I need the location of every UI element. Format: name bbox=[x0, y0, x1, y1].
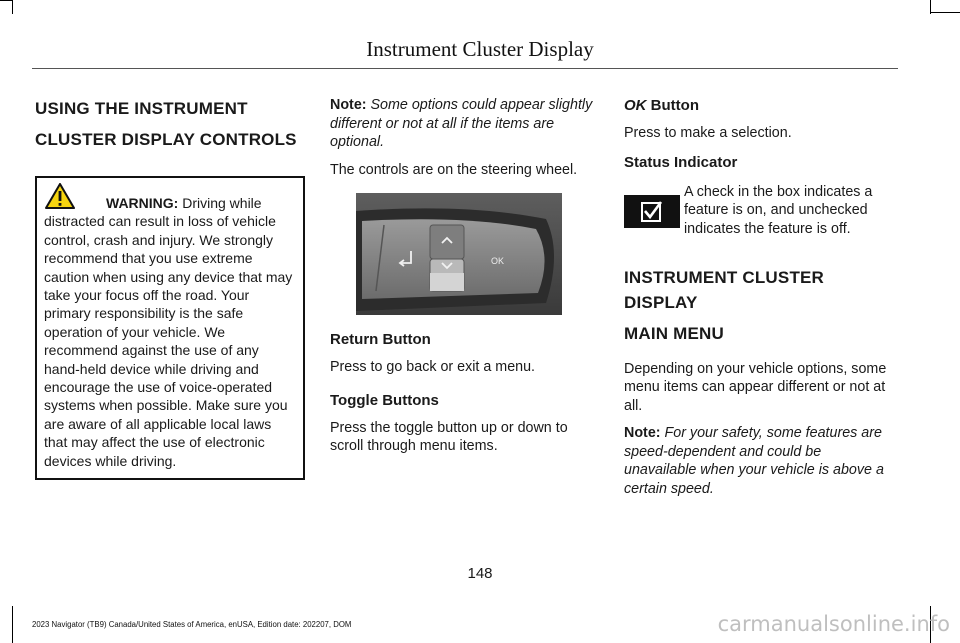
ok-label: OK bbox=[491, 256, 505, 266]
checkbox-checked-icon bbox=[624, 195, 680, 228]
warning-text bbox=[44, 194, 297, 470]
crop-mark bbox=[12, 0, 13, 14]
warning-label: WARNING: bbox=[106, 195, 179, 211]
return-text: Press to go back or exit a menu. bbox=[330, 359, 536, 375]
ok-text: Press to make a selection. bbox=[624, 125, 792, 141]
note-text: For your safety, some features are speed-dependent and could be unavailable when your vehicle is above a certain speed. bbox=[624, 425, 884, 497]
section-heading-line1: USING THE INSTRUMENT bbox=[35, 99, 248, 118]
note-paragraph bbox=[330, 96, 602, 152]
status-indicator-row bbox=[624, 183, 896, 253]
section-heading-line2: CLUSTER DISPLAY CONTROLS bbox=[35, 130, 297, 149]
crop-mark bbox=[931, 12, 960, 13]
ok-button-heading bbox=[624, 96, 896, 116]
main-menu-heading bbox=[624, 265, 896, 346]
section-heading bbox=[35, 96, 305, 152]
column-middle bbox=[330, 96, 602, 456]
note-text: Some options could appear slightly different or not at all if the items are optional. bbox=[330, 97, 593, 150]
header-divider bbox=[32, 68, 898, 69]
warning-triangle-icon bbox=[45, 183, 75, 209]
ok-heading-rest: Button bbox=[646, 97, 699, 114]
status-text: A check in the box indicates a feature is on, and unchecked indicates the feature is off. bbox=[684, 183, 873, 237]
controls-text: The controls are on the steering wheel. bbox=[330, 161, 578, 178]
warning-box bbox=[35, 176, 305, 480]
watermark: carmanualsonline.info bbox=[717, 612, 950, 636]
note-label: Note: bbox=[330, 97, 367, 113]
page-title: Instrument Cluster Display bbox=[366, 37, 594, 61]
column-right bbox=[624, 96, 896, 498]
status-heading: Status Indicator bbox=[624, 153, 738, 171]
main-menu-heading-line1: INSTRUMENT CLUSTER DISPLAY bbox=[624, 267, 825, 312]
depending-text: Depending on your vehicle options, some menu items can appear different or not at all. bbox=[624, 360, 887, 414]
steering-wheel-controls-photo bbox=[356, 193, 562, 315]
toggle-text: Press the toggle button up or down to scroll through menu items. bbox=[330, 419, 568, 454]
crop-mark bbox=[12, 606, 13, 643]
toggle-heading: Toggle Buttons bbox=[330, 391, 439, 409]
column-left bbox=[35, 96, 305, 480]
edition-info: 2023 Navigator (TB9) Canada/United States of America, enUSA, Edition date: 202207, DOM bbox=[32, 620, 352, 629]
return-heading: Return Button bbox=[330, 331, 431, 348]
note-paragraph bbox=[624, 424, 896, 498]
page-number: 148 bbox=[467, 565, 493, 582]
ok-heading-italic: OK bbox=[624, 97, 647, 114]
main-menu-heading-line2: MAIN MENU bbox=[624, 323, 725, 343]
crop-mark bbox=[0, 0, 12, 1]
warning-body: Driving while distracted can result in loss of vehicle control, crash and injury. We strongly recommend that you use extreme caution when using any device that may take your focus off the road. Your primary responsibility is the safe operation of your vehicle. We recommend against the use of any hand-held device while driving and encourage the use of voice-operated systems when possible. Make sure you are aware of all applicable local laws that may affect the use of electronic devices while driving. bbox=[44, 195, 293, 469]
note-label: Note: bbox=[624, 425, 661, 441]
